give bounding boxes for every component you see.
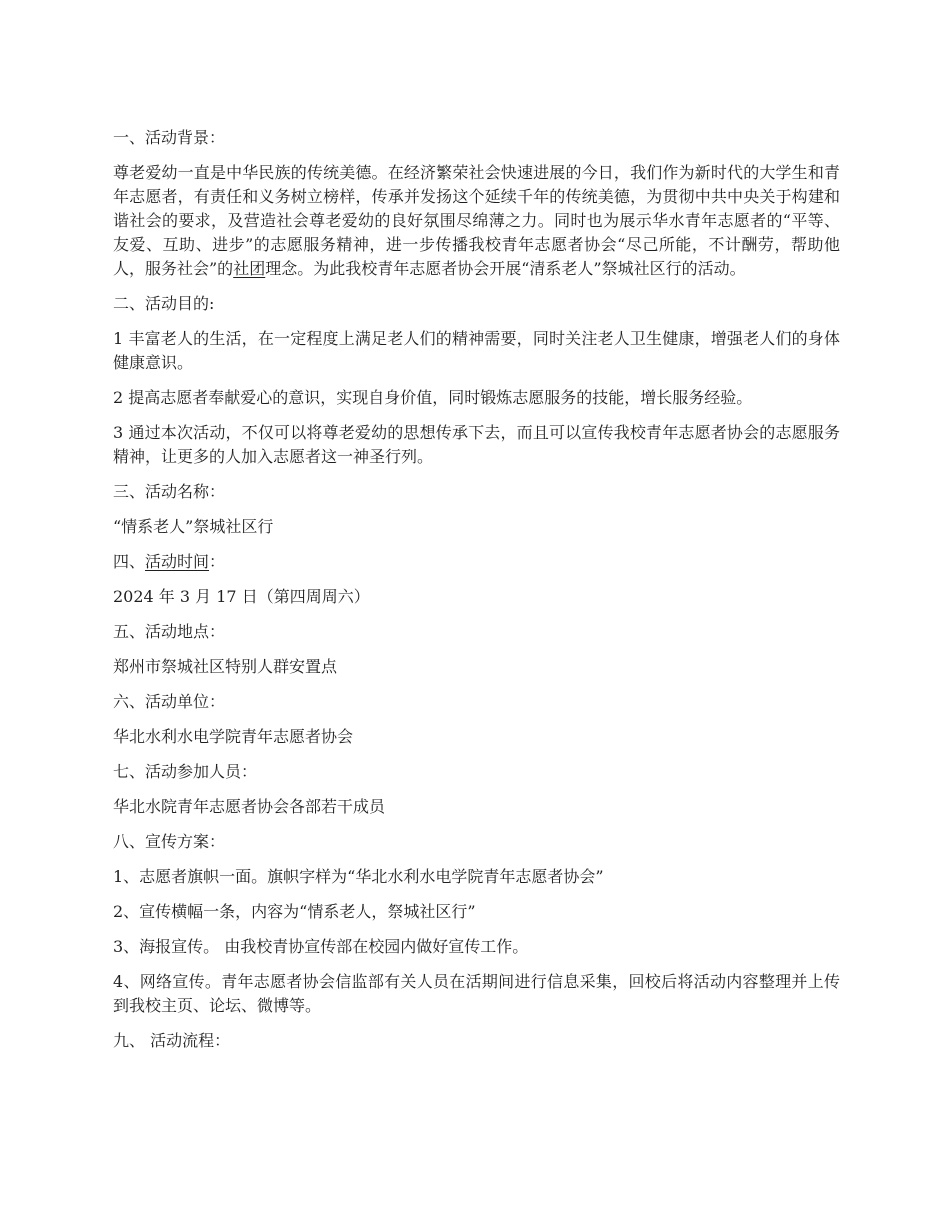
heading-activity-name: 三、活动名称： xyxy=(113,482,226,501)
activity-place: 郑州市祭城社区特别人群安置点 xyxy=(113,657,338,676)
background-text-part2: 理念。为此我校青年志愿者协会开展“清系老人”祭城社区行的活动。 xyxy=(265,259,746,278)
publicity-item-2: 2、宣传横幅一条，内容为“情系老人，祭城社区行” xyxy=(113,902,476,921)
participants: 华北水院青年志愿者协会各部若干成员 xyxy=(113,797,386,816)
background-text-part1: 尊老爱幼一直是中华民族的传统美德。在经济繁荣社会快速进展的今日，我们作为新时代的大学生和青年志愿者，有责任和义务树立榜样，传承并发扬这个延续千年的传统美德，为贯彻中共中央关于构建和谐社会的要求，及营造社会尊老爱幼的良好氛围尽绵薄之力。同时也为展示华水青年志愿者的“平等、友爱、互助、进步”的志愿服务精神，进一步传播我校青年志愿者协会“尽己所能，不计酬劳，帮助他人，服务社会”的 xyxy=(113,163,840,278)
heading-participants: 七、活动参加人员： xyxy=(113,762,258,781)
heading-publicity: 八、宣传方案： xyxy=(113,832,226,851)
purpose-item-1: 1 丰富老人的生活，在一定程度上满足老人们的精神需要，同时关注老人卫生健康，增强老人们的身体健康意识。 xyxy=(113,329,840,372)
activity-unit: 华北水利水电学院青年志愿者协会 xyxy=(113,727,354,746)
purpose-item-2: 2 提高志愿者奉献爱心的意识，实现自身价值，同时锻炼志愿服务的技能，增长服务经验。 xyxy=(113,388,753,407)
heading-time-number: 四、 xyxy=(113,552,146,571)
activity-time-link[interactable]: 活动时间 xyxy=(145,552,210,571)
activity-name: “情系老人”祭城社区行 xyxy=(113,517,274,536)
heading-activity-place: 五、活动地点： xyxy=(113,622,226,641)
purpose-item-3: 3 通过本次活动，不仅可以将尊老爱幼的思想传承下去，而且可以宣传我校青年志愿者协会的志愿服务精神，让更多的人加入志愿者这一神圣行列。 xyxy=(113,423,840,466)
heading-purpose: 二、活动目的: xyxy=(113,294,215,313)
publicity-item-1: 1、志愿者旗帜一面。旗帜字样为“华北水利水电学院青年志愿者协会” xyxy=(113,867,604,886)
publicity-item-4: 4、网络宣传。青年志愿者协会信监部有关人员在活期间进行信息采集，回校后将活动内容整理并上传到我校主页、论坛、微博等。 xyxy=(113,972,840,1015)
paragraph-background xyxy=(113,161,840,281)
heading-background: 一、活动背景： xyxy=(113,128,226,147)
document-page xyxy=(113,126,840,1064)
heading-process: 九、 活动流程： xyxy=(113,1031,231,1050)
publicity-item-3: 3、海报宣传。 由我校青协宣传部在校园内做好宣传工作。 xyxy=(113,937,529,956)
heading-activity-unit: 六、活动单位： xyxy=(113,692,226,711)
heading-activity-time xyxy=(113,550,840,574)
club-link[interactable]: 社团 xyxy=(233,259,266,278)
heading-time-colon: ： xyxy=(209,552,226,571)
activity-time: 2024 年 3 月 17 日（第四周周六） xyxy=(113,587,370,606)
